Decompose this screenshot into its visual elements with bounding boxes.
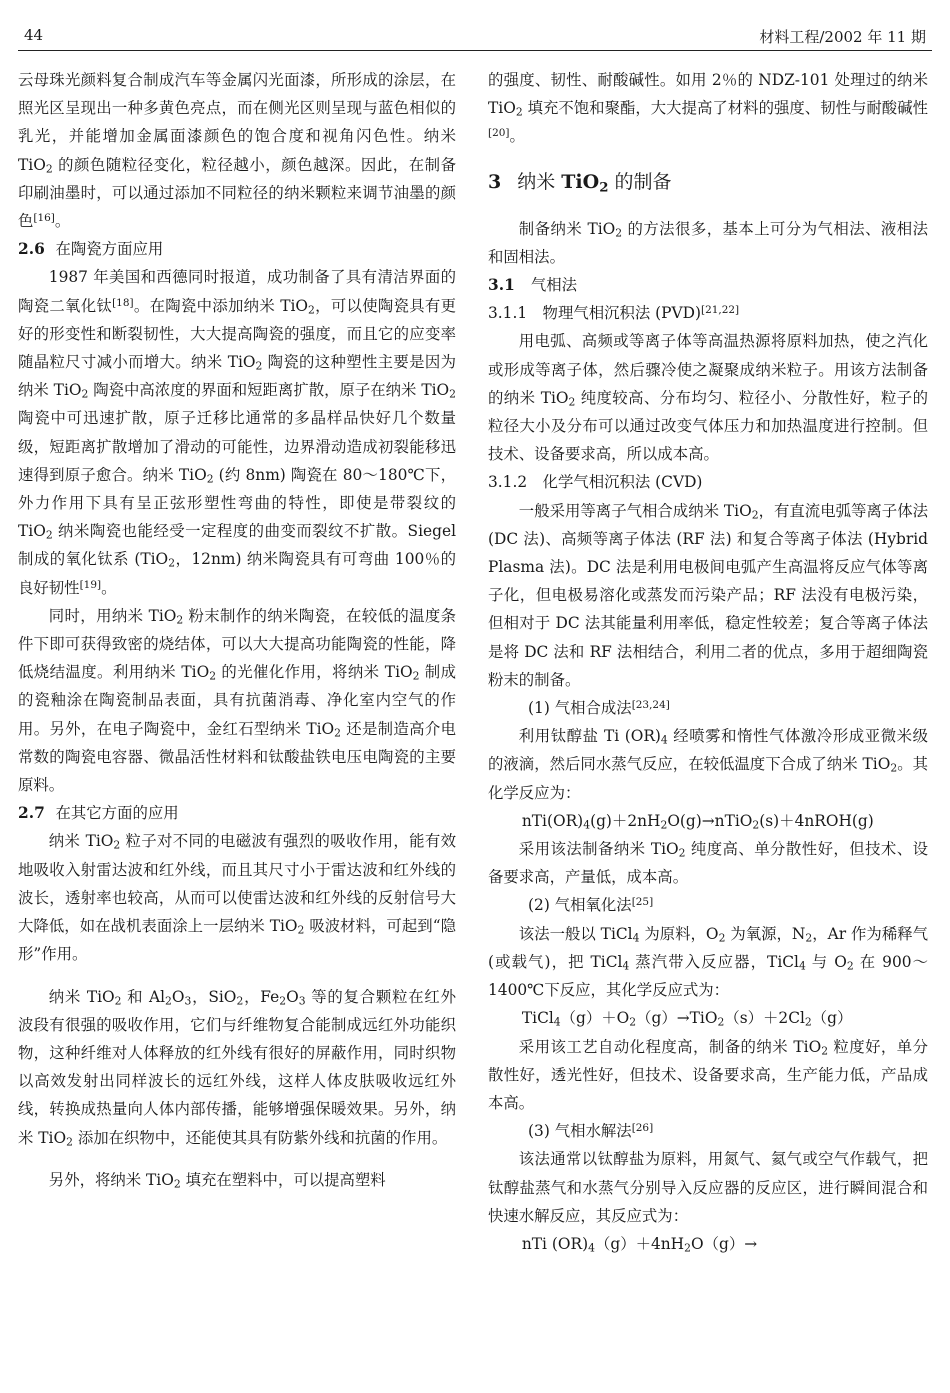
subscript: 2 [176,613,184,627]
page-header [18,22,932,51]
text-run: ，12nm) 纳米陶瓷具有可弯曲 100％的良好韧性 [18,550,457,597]
text-run: 陶瓷的这种塑性主要是因为纳米 TiO [18,353,456,400]
section-heading-3: 3 纳米 TiO$_2$ 的制备 [488,170,672,195]
subscript: 2 [206,472,214,486]
subsection-heading-3-1-2: 3.1.2 化学气相沉积法 (CVD) [488,473,703,492]
text-run: (约 8nm) 陶瓷在 80～180℃下，外力作用下具有呈正弦形塑性弯曲的特性，即使是带裂纹的 TiO [18,465,456,541]
paragraph [488,497,928,694]
text-run: 另外，将纳米 TiO [48,1170,174,1189]
text-run: (3) 气相水解法 [528,1122,632,1141]
section-heading-3-1: 3.1 气相法 [488,276,578,295]
text-run: O [171,987,185,1006]
subscript: 2 [114,994,122,1008]
subscript: 2 [629,1015,637,1029]
text-run: 采用该工艺自动化程度高，制备的纳米 TiO [518,1037,822,1056]
method-heading-1 [488,694,928,722]
subscript: 2 [615,226,623,240]
subscript: 2 [173,1177,181,1191]
text-run: 。在陶瓷中添加纳米 TiO [133,296,308,315]
subscript: 2 [45,528,53,542]
subscript: 2 [45,162,53,176]
text-run: 添加在织物中，还能使其具有防紫外线和抗菌的作用。 [72,1128,448,1147]
text-run: 在 900～1400℃下反应，其化学反应式为： [488,952,928,1000]
text-run: nTi (OR) [521,1234,589,1253]
subscript: 2 [279,994,287,1008]
paragraph: 该法通常以钛醇盐为原料，用氮气、氦气或空气作载气，把钛醇盐蒸气和水蒸气分别导入反应器的反应区，进行瞬间混合和快速水解反应，其反应式为： [488,1150,928,1225]
subscript: 2 [846,959,854,973]
equation-1 [488,807,928,835]
text-run: 制成的瓷釉涂在陶瓷制品表面，具有抗菌消毒、净化室内空气的作用。另外，在电子陶瓷中，金红石型纳米 TiO [18,663,456,738]
text-run: ，可以使陶瓷具有更好的形变性和断裂韧性，大大提高陶瓷的强度，而且它的应变率随晶粒尺寸减小而增大。纳米 TiO [18,296,456,372]
text-run: 。 [509,127,525,146]
text-run: 的颜色随粒径变化，粒径越小，颜色越深。因此，在制备印刷油墨时，可以通过添加不同粒径的纳米颗粒来调节油墨的颜色 [18,155,456,231]
paragraph [488,722,928,807]
citation-ref: [16] [33,211,55,224]
text-run: 纳米陶瓷也能经受一定程度的曲变而裂纹不扩散。Siegel 制成的氧化钛系 (TiO [18,522,456,569]
paragraph [488,327,928,468]
paragraph [18,983,456,1152]
text-run: (1) 气相合成法 [528,699,632,718]
page-number: 44 [24,26,44,44]
subscript: 2 [568,395,576,409]
text-run: 3.1.1 物理气相沉积法 (PVD) [488,304,701,323]
text-run: 陶瓷中可迅速扩散，原子迁移比通常的多晶样品快好几个数量级，短距离扩散增加了滑动的可能性，边界滑动造成初裂能移迅速得到原子愈合。纳米 TiO [18,409,456,484]
text-run: 与 O [805,952,847,971]
text-run: 的方法很多，基本上可分为气相法、液相法和固相法。 [488,219,928,266]
subscript: 4 [553,1015,561,1029]
paragraph [488,66,928,151]
text-run: 粒度好，单分散性好，透光性好，但技术、设备要求高，生产能力低，产品成本高。 [488,1037,928,1112]
text-run: 为氧源，N [725,924,806,943]
paragraph [488,920,928,1005]
section-heading-2-6: 2.6 在陶瓷方面应用 [18,240,164,259]
subscript: 4 [583,818,591,832]
subscript: 2 [236,994,244,1008]
text-run: 等的复合颗粒在红外波段有很强的吸收作用，它们与纤维物复合能制成远红外功能织物，这种纤维对人体释放的红外线有很好的屏蔽作用，同时织物以高效发射出同样波长的远红外线，这样人体皮肤吸收远红外线，转换成热量向人体内部传播，能够增强保暖效果。另外，纳米 TiO [18,987,456,1147]
paragraph [488,1033,928,1118]
right-column [488,66,928,1258]
text-run: 制备纳米 TiO [518,219,616,238]
equation-3 [488,1230,928,1258]
text-run: 。其化学反应为： [488,755,928,802]
text-run: ，SiO [191,987,237,1006]
subscript: 4 [588,1241,595,1255]
text-run: 还是制造高介电常数的陶瓷电容器、微晶活性材料和钛酸盐铁电压电陶瓷的主要原料。 [18,719,456,795]
citation-ref: [20] [488,127,510,140]
paragraph [18,1166,456,1194]
citation-ref: [19] [79,578,102,591]
subscript: 4 [798,959,806,973]
text-run: 同时，用纳米 TiO [48,606,177,625]
citation-ref: [21,22] [701,303,740,316]
text-run: 纯度高、单分散性好，但技术、设备要求高，产量低，成本高。 [488,840,928,887]
subscript: 2 [751,508,759,522]
subscript: 2 [752,818,760,832]
subscript: 2 [805,931,813,945]
subscript: 2 [297,923,305,937]
subscript: 2 [804,1015,812,1029]
subscript: 4 [660,733,668,747]
subscript: 2 [660,818,668,832]
subscript: 2 [209,669,217,683]
text-run: ，Fe [243,987,280,1006]
text-run: 该法一般以 TiCl [518,924,633,943]
subscript: 2 [255,359,263,373]
subscript: 3 [298,994,306,1008]
subscript: 2 [678,846,686,860]
text-run: 吸波材料，可起到“隐形”作用。 [18,917,457,964]
text-run: O [286,987,299,1006]
text-run: TiCl [521,1009,554,1028]
text-run: （g）→TiO [636,1009,718,1028]
text-run: ，有直流电弧等离子体法 (DC 法)、高频等离子体法 (RF 法) 和复合等离子体法 (Hybrid Plasma 法)。DC 法是利用电极间电弧产生高温将反应气体等离子化，但电极易溶化或蒸发而污染产品；RF 法没有电极污染，但相对于 DC 法其能量利用率低，稳定性较差；复合等离子体法是将 DC 法和 RF 法相结合，利用二者的优点，多用于超细陶瓷粉末的制备。 [488,501,928,689]
text-run: 经喷雾和惰性气体激冷形成亚微米级的液滴，然后同水蒸气反应，在较低温度下合成了纳米 TiO [488,727,928,774]
method-heading-3 [488,1117,928,1145]
left-column [18,66,456,1194]
text-run: 纳米 TiO [48,832,114,851]
subscript: 3 [184,994,192,1008]
subsection-heading-3-1-1 [488,299,928,327]
subscript: 2 [515,105,523,119]
text-run: （g） [811,1009,853,1028]
subscript: 2 [308,303,315,317]
paragraph [18,827,456,968]
text-run: (s)＋4nROH(g) [759,811,874,830]
journal-issue: 材料工程/2002 年 11 期 [759,28,926,46]
citation-ref: [18] [112,296,134,309]
text-run: ，Ar 作为稀释气 (或载气)，把 TiCl [488,924,929,971]
citation-ref: [25] [631,896,654,909]
text-run: 纯度较高、分布均匀、粒径小、分散性好，粒子的粒径大小及分布可以通过改变气体压力和加热温度进行控制。但技术、设备要求高，所以成本高。 [488,388,928,464]
paragraph [488,215,928,271]
text-run: nTi(OR) [521,811,584,830]
text-run: 粒子对不同的电磁波有强烈的吸收作用，能有效地吸收入射雷达波和红外线，而且其尺寸小于雷达波和红外线的波长，透射率也较高，从而可以使雷达波和红外线的反射信号大大降低，如在战机表面涂上一层纳米 TiO [18,832,456,936]
text-run: 填充在塑料中，可以提高塑料 [180,1170,386,1189]
citation-ref: [26] [631,1121,654,1134]
subscript: 2 [168,557,176,571]
subscript: 2 [684,1241,691,1255]
text-run: 云母珠光颜料复合制成汽车等金属闪光面漆，所形成的涂层，在照光区呈现出一种多黄色亮点，而在侧光区则呈现与蓝色相似的乳光，并能增加金属面漆颜色的饱合度和视角闪色性。纳米 TiO [18,71,456,174]
equation-2 [488,1004,928,1032]
text-run: O(g)→nTiO [667,811,753,830]
text-run: (g)＋2nH [590,811,661,830]
text-run: 纳米 TiO [48,987,115,1006]
text-run: 的强度、韧性、耐酸碱性。如用 2％的 NDZ-101 处理过的纳米 TiO [488,71,928,118]
subscript: 4 [632,931,640,945]
text-run: （g）＋O [560,1009,630,1028]
text-run: 的光催化作用，将纳米 TiO [216,663,413,682]
text-run: 一般采用等离子气相合成纳米 TiO [518,501,752,520]
paragraph [18,602,456,799]
text-run: （s）＋2Cl [724,1009,805,1028]
section-heading-2-7: 2.7 在其它方面的应用 [18,804,179,823]
text-run: 用电弧、高频或等离子体等高温热源将原料加热，使之汽化或形成等离子体，然后骤冷使之凝聚成纳米粒子。用该方法制备的纳米 TiO [488,332,928,407]
paragraph [488,835,928,891]
text-run: 采用该法制备纳米 TiO [518,840,679,859]
paragraph [18,66,456,235]
subscript: 4 [622,959,630,973]
text-run: O（g）→ [690,1234,758,1253]
method-heading-2 [488,891,928,919]
subscript: 2 [717,1015,725,1029]
subscript: 2 [334,726,341,740]
citation-ref: [23,24] [631,698,670,711]
text-run: 。 [101,578,117,597]
subscript: 2 [821,1044,829,1058]
subscript: 2 [449,387,456,401]
subscript: 2 [412,669,420,683]
text-run: (2) 气相氧化法 [528,896,632,915]
subscript: 2 [113,839,121,853]
text-run: 蒸汽带入反应器，TiCl [629,952,799,971]
paragraph [18,263,456,601]
text-run: 填充不饱和聚酯，大大提高了材料的强度、韧性与耐酸碱性 [522,99,928,118]
subscript: 2 [81,387,89,401]
subscript: 2 [66,1135,73,1149]
text-run: 和 Al [121,987,166,1006]
text-run: 利用钛醇盐 Ti (OR) [518,727,661,746]
text-run: 为原料，O [639,924,719,943]
subscript: 2 [165,994,172,1008]
text-run: 陶瓷中高浓度的界面和短距离扩散，原子在纳米 TiO [88,381,450,400]
subscript: 2 [718,931,726,945]
text-run: 。 [54,212,71,231]
text-run: 粉末制作的纳米陶瓷，在较低的温度条件下即可获得致密的烧结体，可以大大提高功能陶瓷的性能，降低烧结温度。利用纳米 TiO [18,606,456,682]
subscript: 2 [890,762,898,776]
text-run: 1987 年美国和西德同时报道，成功制备了具有清洁界面的陶瓷二氧化钛 [18,268,456,315]
text-run: （g）＋4nH [594,1234,685,1253]
